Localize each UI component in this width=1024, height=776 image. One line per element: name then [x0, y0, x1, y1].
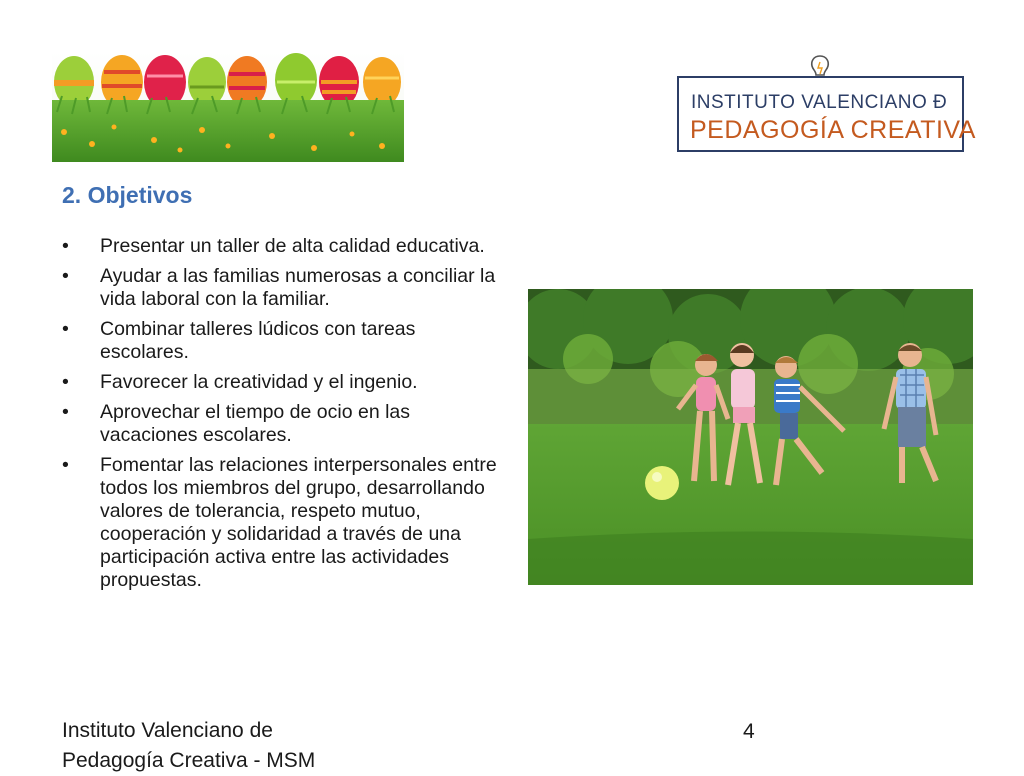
- list-item-text: Combinar talleres lúdicos con tareas escolares.: [100, 318, 416, 363]
- bullet-icon: •: [62, 265, 69, 287]
- footer-line-2: Pedagogía Creativa - MSM: [62, 749, 316, 772]
- list-item-text: Presentar un taller de alta calidad educativa.: [100, 235, 485, 257]
- institute-logo: [677, 76, 976, 152]
- children-playing-photo: [528, 289, 973, 585]
- list-item-text: Favorecer la creatividad y el ingenio.: [100, 371, 418, 393]
- list-item-text: Fomentar las relaciones interpersonales entre todos los miembros del grupo, desarrollando valores de tolerancia, respeto mutuo, cooperación y solidaridad a través de una participación activa entre las actividades propuestas.: [100, 454, 497, 591]
- list-item: [62, 235, 502, 258]
- bullet-icon: •: [62, 401, 69, 423]
- easter-eggs-banner-image: [52, 52, 404, 162]
- section-title: 2. Objetivos: [62, 182, 193, 208]
- list-item: [62, 454, 502, 592]
- list-item: [62, 318, 502, 364]
- list-item: [62, 401, 502, 447]
- list-item-text: Ayudar a las familias numerosas a conciliar la vida laboral con la familiar.: [100, 265, 496, 310]
- objectives-list: [62, 235, 502, 599]
- bullet-icon: •: [62, 318, 69, 340]
- logo-line-2: PEDAGOGÍA CREATIVA: [690, 116, 976, 144]
- list-item: [62, 371, 502, 394]
- footer-institute-name: [62, 716, 315, 776]
- bullet-icon: •: [62, 235, 69, 257]
- footer-line-1: Instituto Valenciano de: [62, 719, 273, 742]
- page-number: 4: [743, 720, 755, 743]
- bullet-icon: •: [62, 454, 69, 476]
- list-item: [62, 265, 502, 311]
- bullet-icon: •: [62, 371, 69, 393]
- list-item-text: Aprovechar el tiempo de ocio en las vacaciones escolares.: [100, 401, 411, 446]
- logo-line-1: INSTITUTO VALENCIANO Ð: [691, 92, 948, 113]
